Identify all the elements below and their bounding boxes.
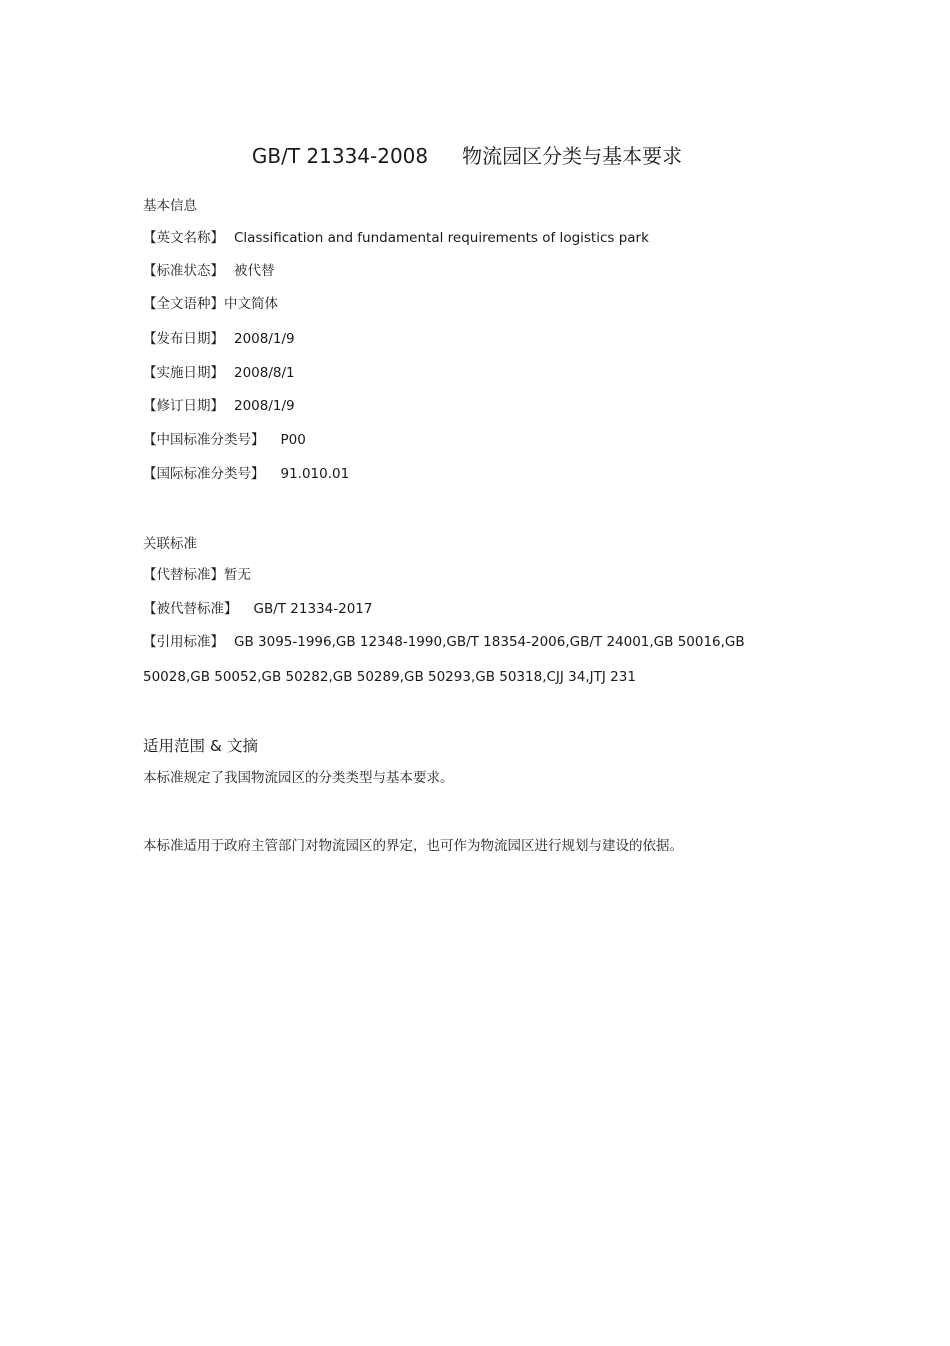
field-language xyxy=(143,295,278,313)
basic-info-heading: 基本信息 xyxy=(143,198,197,214)
field-references xyxy=(143,633,745,651)
field-value: Classification and fundamental requirements of logistics park xyxy=(234,230,649,246)
field-value: GB/T 21334-2017 xyxy=(253,601,373,617)
field-status xyxy=(143,262,275,280)
field-value: 2008/8/1 xyxy=(234,365,295,381)
field-value: 2008/1/9 xyxy=(234,331,295,347)
field-revise-date xyxy=(143,397,295,415)
scope-paragraph: 本标准适用于政府主管部门对物流园区的界定，也可作为物流园区进行规划与建设的依据。 xyxy=(143,838,683,854)
field-value: 中文简体 xyxy=(224,296,278,312)
field-intl-class xyxy=(143,465,349,483)
field-publish-date xyxy=(143,330,295,348)
field-label: 【全文语种】 xyxy=(143,296,224,312)
field-label: 【国际标准分类号】 xyxy=(143,466,265,482)
field-value: P00 xyxy=(280,432,306,448)
field-english-name xyxy=(143,229,649,247)
field-label: 【英文名称】 xyxy=(143,230,224,246)
field-replaces xyxy=(143,566,251,584)
field-value: 暂无 xyxy=(224,567,251,583)
references-continuation: 50028,GB 50052,GB 50282,GB 50289,GB 50293,GB 50318,CJJ 34,JTJ 231 xyxy=(143,669,636,685)
field-label: 【引用标准】 xyxy=(143,634,224,650)
standard-name: 物流园区分类与基本要求 xyxy=(462,144,683,168)
page-title xyxy=(0,140,934,169)
field-china-class xyxy=(143,431,306,449)
field-label: 【中国标准分类号】 xyxy=(143,432,265,448)
field-label: 【实施日期】 xyxy=(143,365,224,381)
field-label: 【被代替标准】 xyxy=(143,601,238,617)
field-value: GB 3095-1996,GB 12348-1990,GB/T 18354-2006,GB/T 24001,GB 50016,GB xyxy=(234,634,745,650)
field-label: 【发布日期】 xyxy=(143,331,224,347)
scope-heading: 适用范围 & 文摘 xyxy=(143,737,258,755)
field-label: 【修订日期】 xyxy=(143,398,224,414)
field-value: 2008/1/9 xyxy=(234,398,295,414)
field-value: 被代替 xyxy=(234,263,275,279)
scope-paragraph: 本标准规定了我国物流园区的分类类型与基本要求。 xyxy=(143,770,454,786)
field-label: 【标准状态】 xyxy=(143,263,224,279)
related-heading: 关联标准 xyxy=(143,536,197,552)
field-value: 91.010.01 xyxy=(280,466,350,482)
field-implement-date xyxy=(143,364,295,382)
standard-code: GB/T 21334-2008 xyxy=(251,144,429,168)
field-replaced-by xyxy=(143,600,372,618)
field-label: 【代替标准】 xyxy=(143,567,224,583)
